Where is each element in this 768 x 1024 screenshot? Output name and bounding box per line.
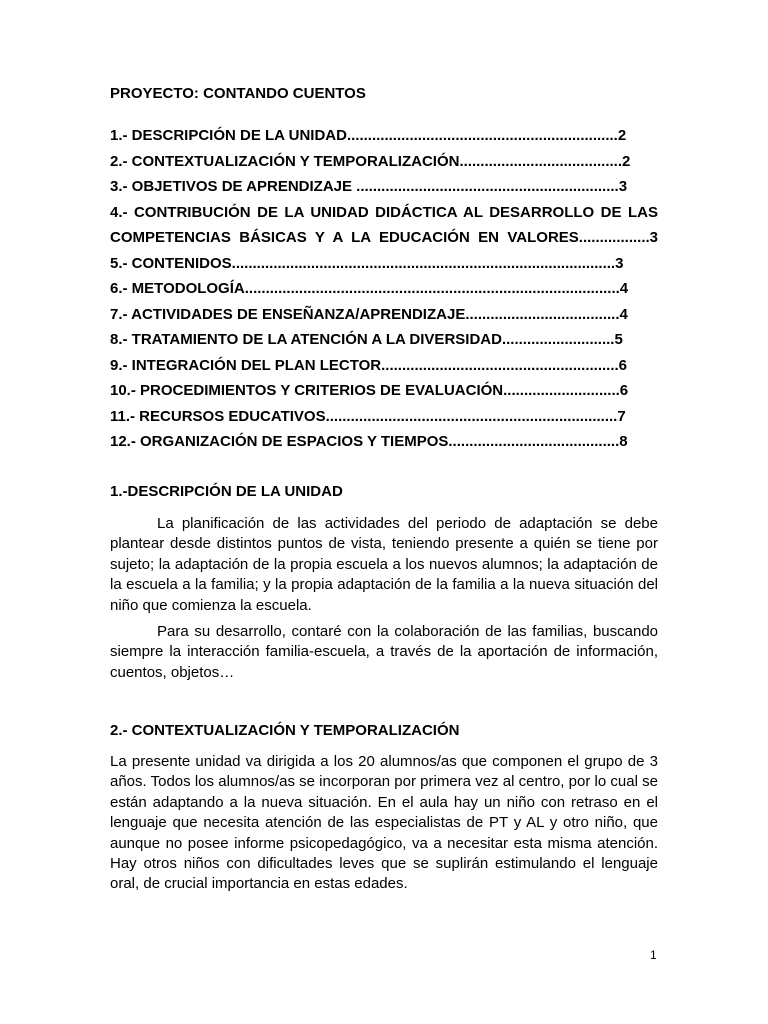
table-of-contents [110,123,658,455]
body-paragraph: La planificación de las actividades del periodo de adaptación se debe plantear desde distintos puntos de vista, teniendo presente a quién se tiene por sujeto; la adaptación de la propia escuela a los nuevos alumnos; la adaptación de la escuela a la familia; y la propia adaptación de la familia a la nueva situación del niño que comienza la escuela. [110,515,658,614]
toc-entry: 10.- PROCEDIMIENTOS Y CRITERIOS DE EVALUACIÓN............................6 [110,382,629,399]
section-heading: 2.- CONTEXTUALIZACIÓN Y TEMPORALIZACIÓN [110,722,460,739]
toc-entry: 7.- ACTIVIDADES DE ENSEÑANZA/APRENDIZAJE.....................................4 [110,305,628,323]
toc-entry: 2.- CONTEXTUALIZACIÓN Y TEMPORALIZACIÓN.......................................2 [110,152,631,170]
toc-entry: 11.- RECURSOS EDUCATIVOS......................................................................7 [110,407,626,425]
toc-entry: 8.- TRATAMIENTO DE LA ATENCIÓN A LA DIVERSIDAD...........................5 [110,331,623,348]
body-paragraph: Para su desarrollo, contaré con la colaboración de las familias, buscando siempre la interacción familia-escuela, a través de la aportación de información, cuentos, objetos… [110,623,658,681]
section-heading: 1.-DESCRIPCIÓN DE LA UNIDAD [110,483,343,500]
toc-entry: 1.- DESCRIPCIÓN DE LA UNIDAD.................................................................2 [110,127,627,144]
toc-entry: 3.- OBJETIVOS DE APRENDIZAJE ...............................................................3 [110,178,628,195]
toc-entry: 5.- CONTENIDOS............................................................................................3 [110,254,624,272]
toc-entry: 12.- ORGANIZACIÓN DE ESPACIOS Y TIEMPOS.........................................8 [110,433,628,450]
toc-entry: 4.- CONTRIBUCIÓN DE LA UNIDAD DIDÁCTICA AL DESARROLLO DE LAS COMPETENCIAS BÁSICAS Y A LA EDUCACIÓN EN VALORES.................3 [110,203,658,246]
document-title: PROYECTO: CONTANDO CUENTOS [110,85,366,102]
toc-entry: 9.- INTEGRACIÓN DEL PLAN LECTOR.........................................................6 [110,356,628,374]
body-paragraph: La presente unidad va dirigida a los 20 alumnos/as que componen el grupo de 3 años. Todos los alumnos/as se incorporan por primera vez al centro, por lo cual se están adaptando a la nueva situación. En el aula hay un niño con retraso en el lenguaje que necesita atención de las especialistas de PT y AL y otro niño, que aunque no posee informe psicopedagógico, va a necesitar esta misma atención. Hay otros niños con dificultades leves que se suplirán estimulando el lenguaje oral, de crucial importancia en estas edades. [110,753,658,893]
page-number: 1 [650,948,657,962]
toc-entry: 6.- METODOLOGÍA..........................................................................................4 [110,280,629,297]
